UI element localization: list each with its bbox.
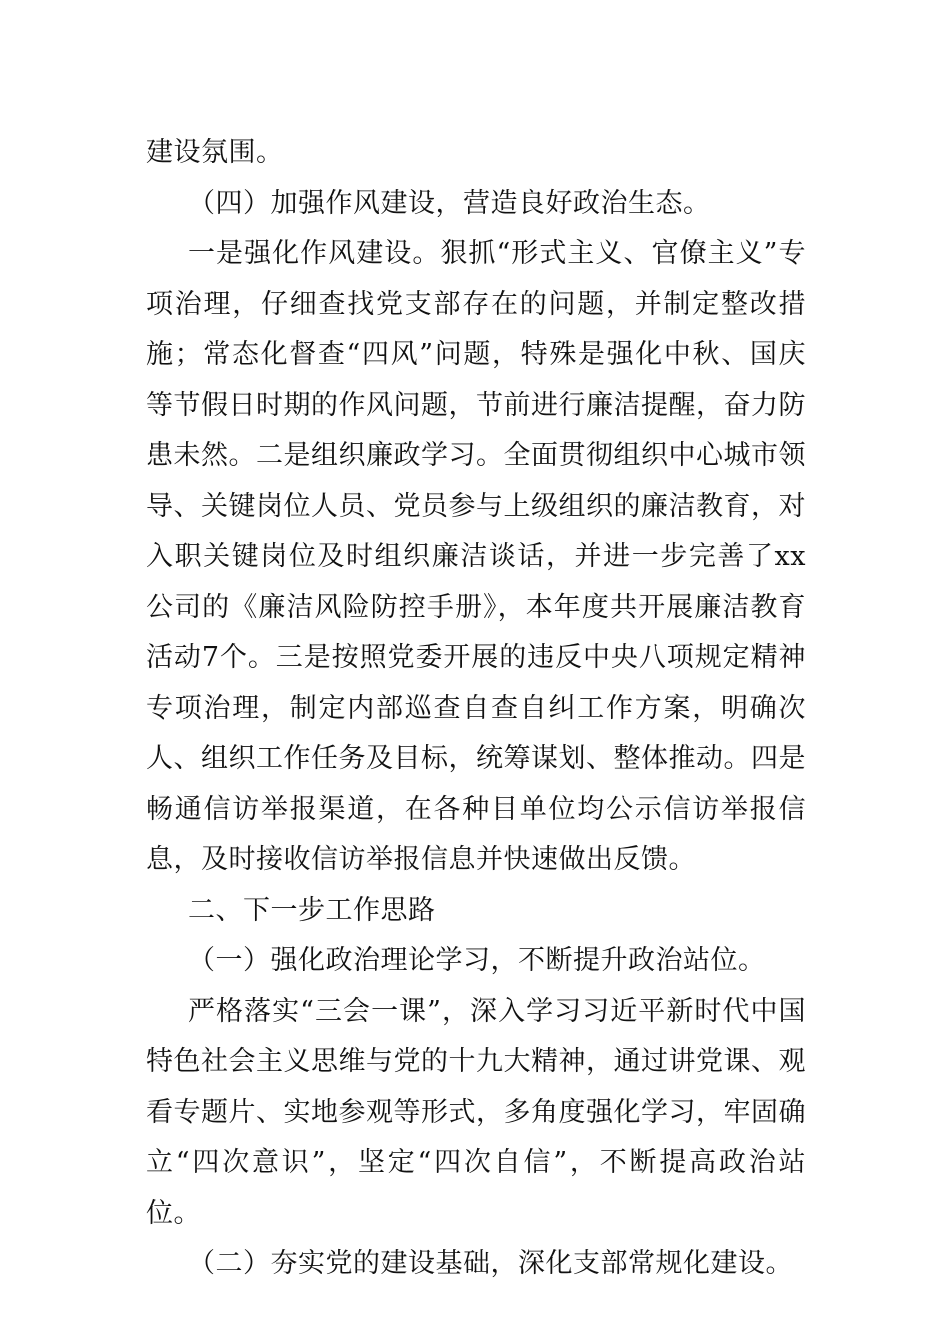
document-body xyxy=(146,128,806,1290)
chapter-heading-next-steps: 二、下一步工作思路 xyxy=(188,894,436,926)
section-heading-1: （一）强化政治理论学习，不断提升政治站位。 xyxy=(188,945,766,976)
paragraph-closing-fragment: 建设氛围。 xyxy=(146,137,284,168)
section-heading-2: （二）夯实党的建设基础，深化支部常规化建设。 xyxy=(188,1248,793,1279)
paragraph-style-building: 一是强化作风建设。狠抓“形式主义、官僚主义”专项治理，仔细查找党支部存在的问题，并制定整改措施；常态化督查“四风”问题，特殊是强化中秋、国庆等节假日时期的作风问题，节前进行廉洁提醒，奋力防患未然。二是组织廉政学习。全面贯彻组织中心城市领导、关键岗位人员、党员参与上级组织的廉洁教育，对入职关键岗位及时组织廉洁谈话，并进一步完善了xx公司的《廉洁风险防控手册》，本年度共开展廉洁教育活动7个。三是按照党委开展的违反中央八项规定精神专项治理，制定内部巡查自查自纠工作方案，明确次人、组织工作任务及目标，统筹谋划、整体推动。四是畅通信访举报渠道，在各种目单位均公示信访举报信息，及时接收信访举报信息并快速做出反馈。 xyxy=(146,238,806,875)
paragraph-political-study: 严格落实“三会一课”，深入学习习近平新时代中国特色社会主义思维与党的十九大精神，通过讲党课、观看专题片、实地参观等形式，多角度强化学习，牢固确立“四次意识”，坚定“四次自信”，不断提高政治站位。 xyxy=(146,995,806,1229)
section-heading-4: （四）加强作风建设，营造良好政治生态。 xyxy=(188,187,711,219)
